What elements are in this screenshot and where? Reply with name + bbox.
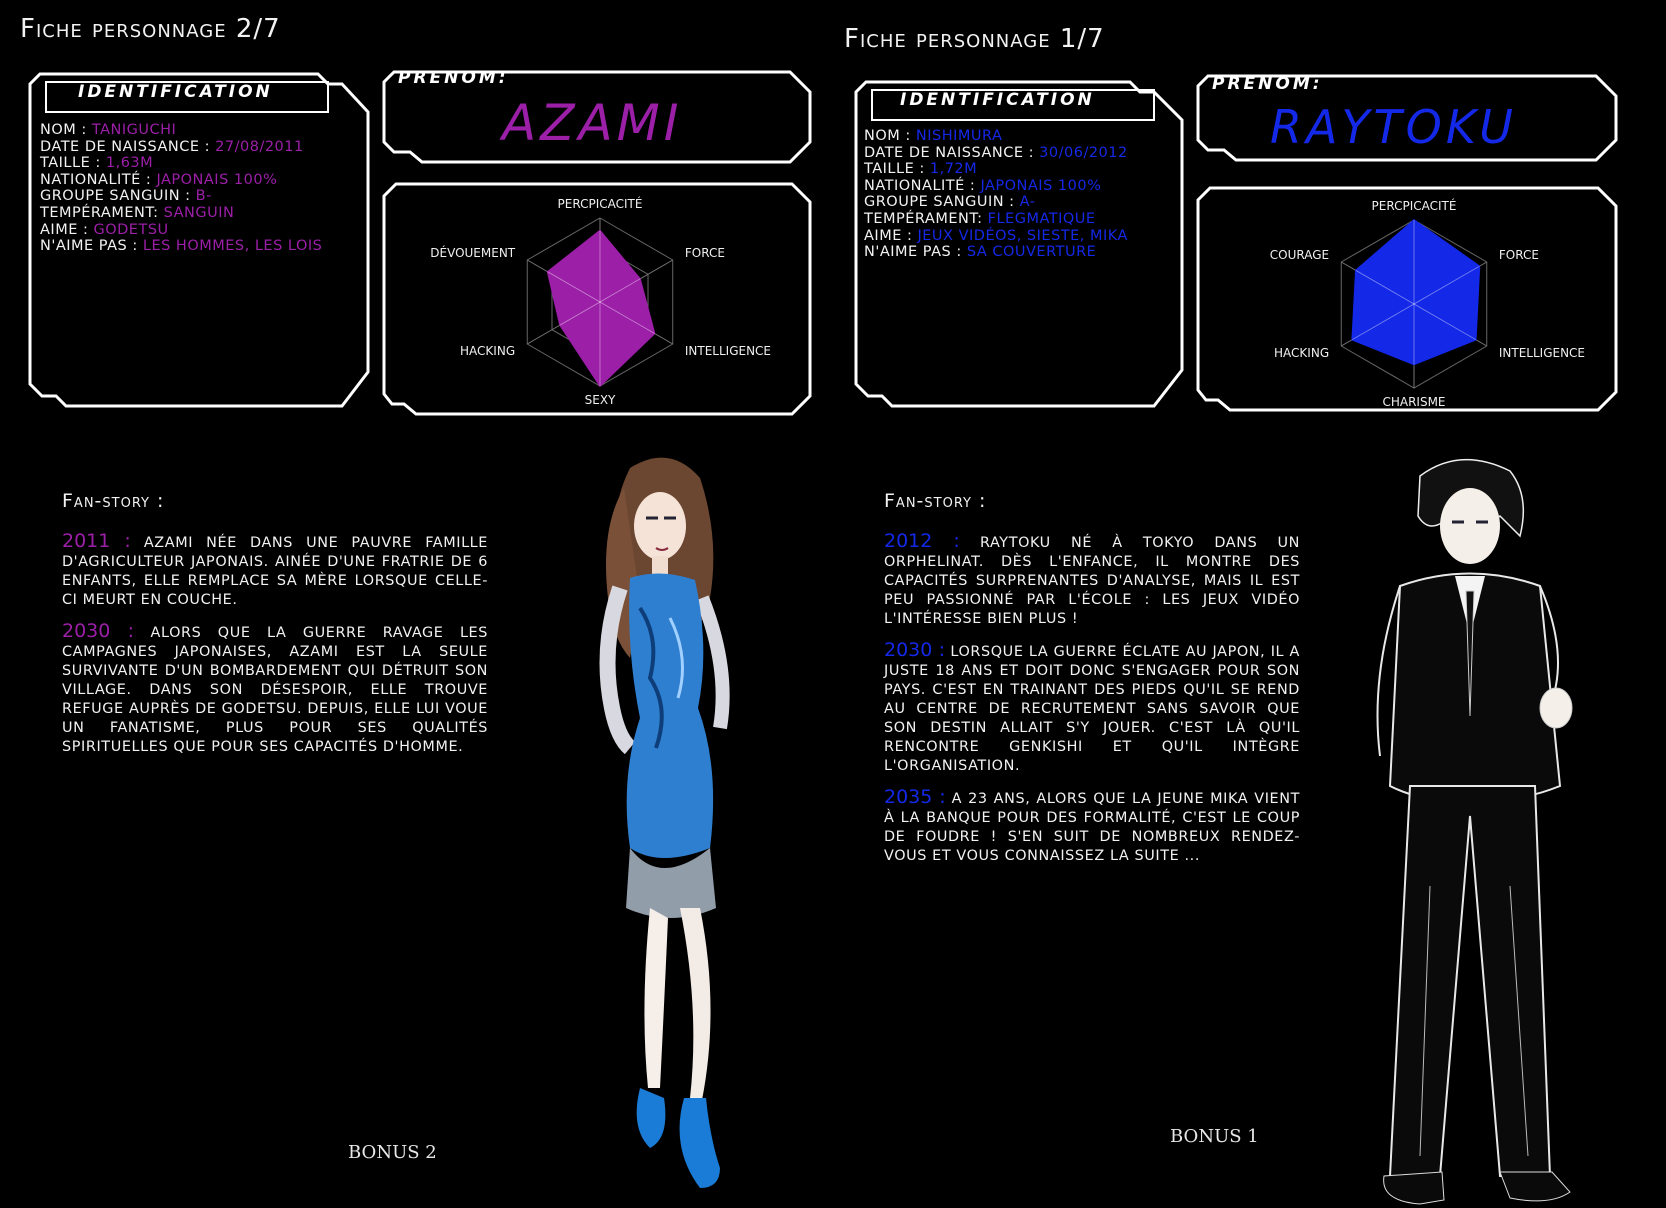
- left-radar-chart: [420, 186, 780, 410]
- left-identification-label: IDENTIFICATION: [78, 82, 273, 102]
- right-prenom-label: PRENOM:: [1212, 74, 1323, 94]
- right-info-fields: [864, 128, 1128, 261]
- right-radar-axis-label-3: INTELLIGENCE: [1498, 346, 1586, 360]
- right-radar-data-area: [1352, 220, 1479, 364]
- story-entry-2035: 2035 : A 23 ANS, ALORS QUE LA JEUNE MIKA VIENT À LA BANQUE POUR DES FORMALITÉ, C'EST LE COUP DE FOUDRE ! S'EN SUIT DE NOMBREUX RENDEZ-VOUS ET VOUS CONNAISSEZ LA SUITE ...: [884, 786, 1300, 864]
- info-row-aime: AIME : GODETSU: [40, 221, 169, 238]
- left-fan-story-title: Fan-story :: [62, 490, 165, 512]
- right-radar-axis-label-5: HACKING: [1274, 346, 1330, 360]
- right-radar-axis-label-1: PERCPICACITÉ: [1371, 199, 1457, 213]
- info-row-naime-pas: N'AIME PAS : SA COUVERTURE: [864, 244, 1097, 261]
- left-prenom-label: PRENOM:: [398, 68, 509, 88]
- info-row-temperament: TEMPÉRAMENT: FLEGMATIQUE: [864, 210, 1096, 227]
- info-row-nom: NOM : TANIGUCHI: [40, 122, 177, 138]
- right-radar-axis-label-2: FORCE: [1498, 248, 1539, 262]
- story-entry-2012: 2012 : RAYTOKU NÉ À TOKYO DANS UN ORPHELINAT. DÈS L'ENFANCE, IL MONTRE DES CAPACITÉS SURPRENANTES D'ANALYSE, MAIS IL EST PEU PASSIONNÉ PAR L'ÉCOLE : LES JEUX VIDÉO L'INTÉRESSE BIEN PLUS !: [884, 530, 1300, 627]
- info-row-groupe-sanguin: GROUPE SANGUIN : B-: [40, 188, 212, 205]
- left-sheet-title: Fiche personnage 2/7: [20, 14, 281, 44]
- raytoku-illustration: [1360, 456, 1600, 1208]
- left-info-fields: [40, 122, 322, 255]
- right-prenom-value: RAYTOKU: [1270, 100, 1517, 154]
- left-radar-axis-label-1: PERCPICACITÉ: [557, 197, 643, 211]
- right-radar-axis-label-4: CHARISME: [1382, 395, 1446, 409]
- info-row-nom: NOM : NISHIMURA: [864, 128, 1003, 144]
- story-entry-2030: 2030 : LORSQUE LA GUERRE ÉCLATE AU JAPON, IL A JUSTE 18 ANS ET DOIT DONC S'ENGAGER POUR SON PAYS. C'EST EN TRAINANT DES PIEDS QU'IL SE REND AU CENTRE DE RECRUTEMENT SANS SAVOIR QUE SON DESTIN ALLAIT S'Y JOUER. C'EST LÀ QU'IL RENCONTRE GENKISHI ET QU'IL INTÈGRE L'ORGANISATION.: [884, 639, 1300, 774]
- left-prenom-value: AZAMI: [502, 94, 683, 152]
- right-identification-label: IDENTIFICATION: [900, 90, 1095, 110]
- left-radar-axis-label-3: INTELLIGENCE: [684, 344, 772, 358]
- info-row-groupe-sanguin: GROUPE SANGUIN : A-: [864, 194, 1036, 211]
- left-radar-axis-label-2: FORCE: [684, 246, 725, 260]
- right-radar-axis-label-6: COURAGE: [1269, 248, 1330, 262]
- story-entry-2030: 2030 : ALORS QUE LA GUERRE RAVAGE LES CAMPAGNES JAPONAISES, AZAMI EST LA SEULE SURVIVANTE D'UN BOMBARDEMENT QUI DÉTRUIT SON VILLAGE. DANS SON DÉSESPOIR, ELLE TROUVE REFUGE AUPRÈS DE GODETSU. DEPUIS, ELLE LUI VOUE UN FANATISME, PLUS POUR SES QUALITÉS SPIRITUELLES QUE POUR SES CAPACITÉS D'HOMME.: [62, 620, 488, 755]
- info-row-aime: AIME : JEUX VIDÉOS, SIESTE, MIKA: [864, 227, 1128, 244]
- info-row-nationalite: NATIONALITÉ : JAPONAIS 100%: [864, 177, 1102, 194]
- info-row-date-naissance: DATE DE NAISSANCE : 27/08/2011: [40, 138, 304, 155]
- left-radar-axis-label-4: SEXY: [584, 393, 616, 407]
- right-fan-story: [884, 532, 1300, 878]
- info-row-naime-pas: N'AIME PAS : LES HOMMES, LES LOIS: [40, 238, 323, 255]
- left-radar-axis-label-5: HACKING: [460, 344, 516, 358]
- left-radar-data-area: [548, 231, 655, 386]
- info-row-nationalite: NATIONALITÉ : JAPONAIS 100%: [40, 171, 278, 188]
- info-row-taille: TAILLE : 1,72M: [864, 161, 978, 178]
- info-row-taille: TAILLE : 1,63M: [40, 155, 154, 172]
- right-bonus-label: BONUS 1: [1170, 1126, 1259, 1147]
- info-row-date-naissance: DATE DE NAISSANCE : 30/06/2012: [864, 144, 1128, 161]
- left-fan-story: [62, 532, 488, 769]
- right-sheet-title: Fiche personnage 1/7: [844, 24, 1105, 54]
- azami-illustration: [560, 448, 780, 1208]
- right-radar-chart: [1234, 188, 1594, 412]
- left-radar-axis-label-6: DÉVOUEMENT: [430, 246, 516, 260]
- right-fan-story-title: Fan-story :: [884, 490, 987, 512]
- info-row-temperament: TEMPÉRAMENT: SANGUIN: [40, 204, 235, 221]
- story-entry-2011: 2011 : AZAMI NÉE DANS UNE PAUVRE FAMILLE D'AGRICULTEUR JAPONAIS. AINÉE D'UNE FRATRIE DE 6 ENFANTS, ELLE REMPLACE SA MÈRE LORSQUE CELLE-CI MEURT EN COUCHE.: [62, 530, 488, 608]
- left-bonus-label: BONUS 2: [348, 1142, 437, 1163]
